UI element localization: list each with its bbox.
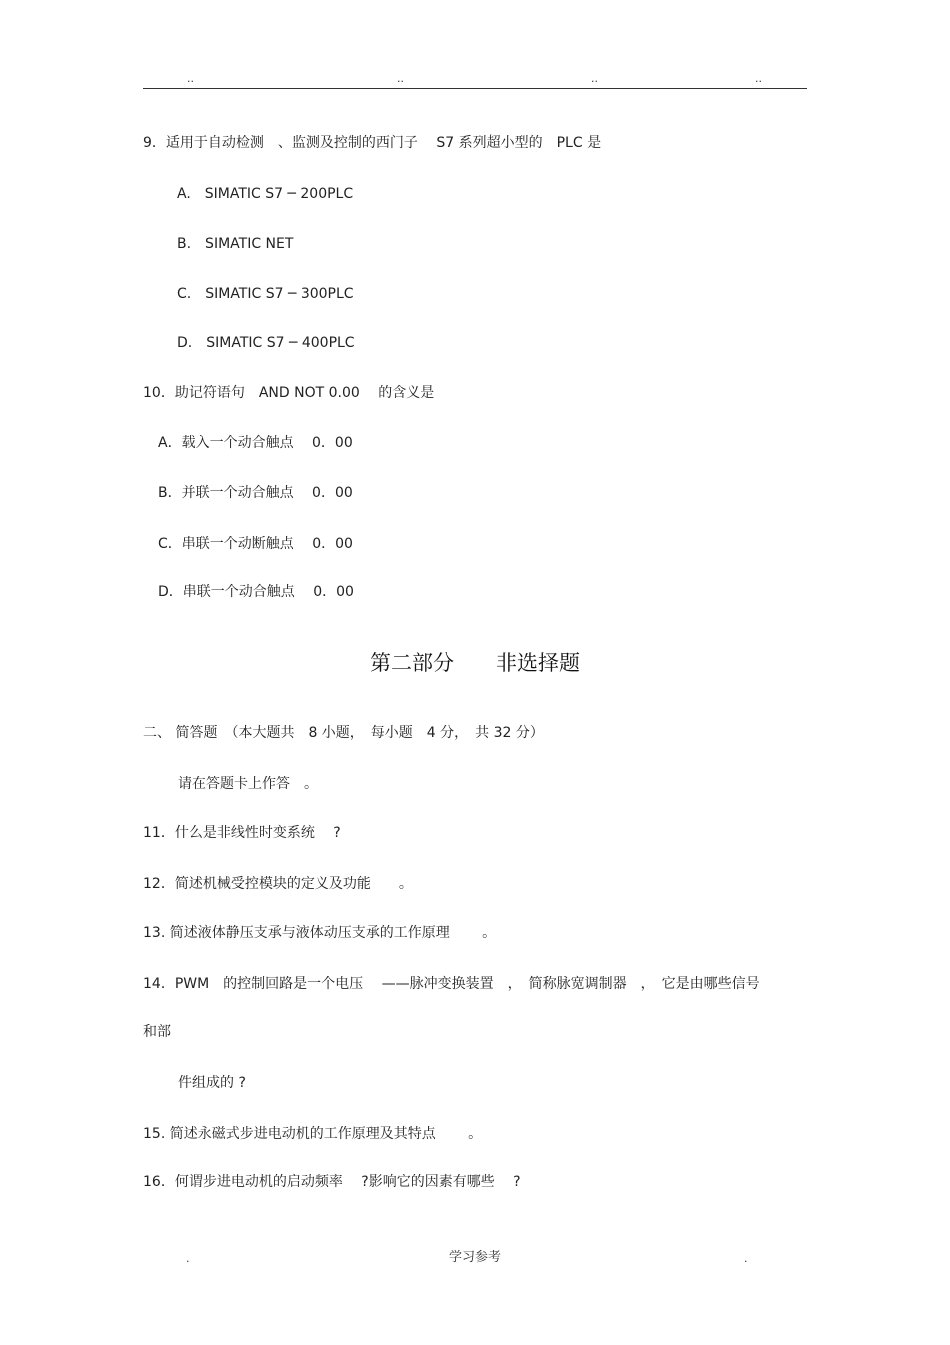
header-mark: ..: [397, 72, 404, 85]
question-9-option-d: D. SIMATIC S7 ─ 400PLC: [177, 335, 355, 351]
part-two-title: 第二部分 非选择题: [370, 651, 580, 675]
question-15: 15. 简述永磁式步进电动机的工作原理及其特点 。: [143, 1126, 483, 1142]
question-10-stem: 10．助记符语句 AND NOT 0.00 的含义是: [143, 385, 435, 401]
question-16: 16．何谓步进电动机的启动频率 ?影响它的因素有哪些 ?: [143, 1174, 521, 1190]
question-9-option-b: B. SIMATIC NET: [177, 236, 294, 252]
header-mark: ..: [591, 72, 598, 85]
question-9-option-a: A. SIMATIC S7 ─ 200PLC: [177, 186, 354, 202]
question-10-option-b: B．并联一个动合触点 0．00: [158, 485, 353, 501]
question-14: 14．PWM 的控制回路是一个电压 ——脉冲变换装置 ， 简称脉宽调制器 ， 它是由哪些信号: [143, 976, 760, 992]
header-mark: ..: [187, 72, 194, 85]
question-14-continuation: 和部: [143, 1024, 171, 1040]
question-10-option-c: C．串联一个动断触点 0．00: [158, 536, 353, 552]
footer-text: 学习参考: [448, 1250, 501, 1265]
question-11: 11．什么是非线性时变系统 ?: [143, 825, 341, 841]
question-10-option-d: D．串联一个动合触点 0．00: [158, 584, 354, 600]
header-rule: [143, 88, 807, 89]
question-13: 13. 简述液体静压支承与液体动压支承的工作原理 。: [143, 925, 497, 941]
question-10-option-a: A．载入一个动合触点 0．00: [158, 435, 353, 451]
footer-right-mark: .: [744, 1252, 748, 1265]
footer-left-mark: .: [186, 1252, 190, 1265]
header-mark: ..: [755, 72, 762, 85]
question-9-option-c: C. SIMATIC S7 ─ 300PLC: [177, 286, 354, 302]
question-9-stem: 9．适用于自动检测 、监测及控制的西门子 S7 系列超小型的 PLC 是: [143, 135, 602, 151]
answer-instruction: 请在答题卡上作答 。: [178, 776, 318, 792]
question-14-continuation-2: 件组成的 ?: [178, 1075, 246, 1091]
question-12: 12．简述机械受控模块的定义及功能 。: [143, 876, 413, 892]
short-answer-heading: 二、 简答题 （本大题共 8 小题， 每小题 4 分， 共 32 分）: [143, 725, 544, 741]
